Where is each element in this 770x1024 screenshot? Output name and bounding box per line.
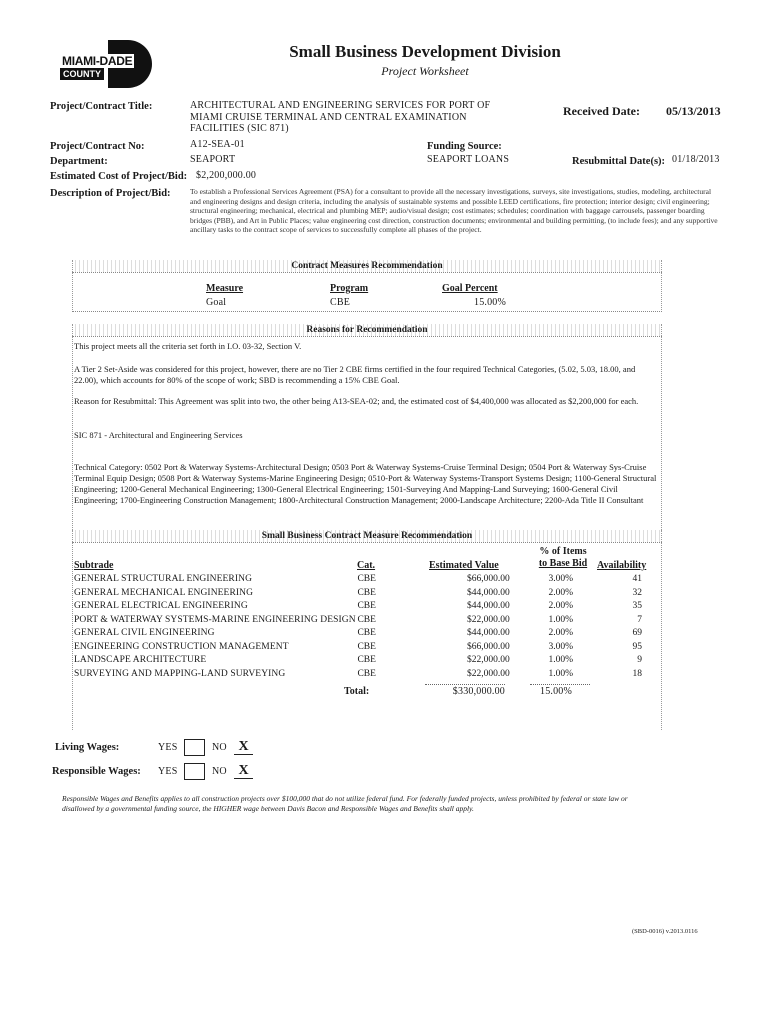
pct-header-line: % of Items bbox=[539, 546, 587, 557]
subtrade-table bbox=[74, 574, 660, 682]
subtrade-name-cell: GENERAL STRUCTURAL ENGINEERING bbox=[74, 574, 253, 584]
living-wages-no-label: NO bbox=[212, 742, 227, 753]
project-title-value bbox=[190, 100, 490, 135]
total-label: Total: bbox=[344, 686, 370, 697]
reason-paragraph: A Tier 2 Set-Aside was considered for this project, however, there are no Tier 2 CBE firms certified in the four required Technical Categories, (5.02, 5.03, 18.00, and 22.00), which accounts for 80% of the scope of work; SBD is recommending a 15% CBE Goal. bbox=[74, 364, 636, 385]
estimated-value-cell: $66,000.00 bbox=[467, 574, 510, 584]
project-no-value: A12-SEA-01 bbox=[190, 139, 245, 150]
pct-cell: 1.00% bbox=[548, 655, 574, 665]
estimated-cost-label: Estimated Cost of Project/Bid: bbox=[50, 171, 188, 182]
pct-cell: 3.00% bbox=[548, 641, 574, 652]
estimated-value-cell: $44,000.00 bbox=[467, 628, 510, 638]
cat-cell: CBE bbox=[357, 628, 376, 638]
responsible-wages-no-checkbox[interactable]: X bbox=[234, 763, 253, 779]
received-date-label: Received Date: bbox=[563, 104, 640, 118]
cat-cell: CBE bbox=[357, 655, 376, 665]
value-col-header: Estimated Value bbox=[429, 560, 499, 571]
footer-note: Responsible Wages and Benefits applies to all construction projects over $100,000 that do not utilize federal fund. For federally funded projects, unless prohibited by federal or state law or disallowed by a governmental funding source, the HIGHER wage between Davis Bacon and Responsible Wages and Benefits shall apply. bbox=[62, 794, 628, 813]
form-id: (SBD-0016) v.2013.0116 bbox=[632, 928, 698, 935]
estimated-value-cell: $44,000.00 bbox=[467, 587, 510, 598]
living-wages-yes-label: YES bbox=[158, 742, 178, 753]
pct-cell: 2.00% bbox=[548, 587, 574, 598]
description-label: Description of Project/Bid: bbox=[50, 188, 171, 199]
measure-header: Measure bbox=[206, 283, 244, 294]
goal-percent-header: Goal Percent bbox=[442, 283, 498, 294]
reason-paragraph: SIC 871 - Architectural and Engineering Services bbox=[74, 430, 243, 440]
table-row bbox=[74, 669, 660, 683]
cat-cell: CBE bbox=[357, 641, 376, 652]
section-title: Contract Measures Recommendation bbox=[291, 261, 443, 271]
living-wages-label: Living Wages: bbox=[55, 742, 120, 753]
divider bbox=[661, 260, 662, 312]
divider bbox=[72, 324, 73, 536]
project-title-label: Project/Contract Title: bbox=[50, 101, 153, 112]
pct-cell: 1.00% bbox=[548, 614, 574, 625]
pct-header bbox=[530, 546, 596, 570]
program-header: Program bbox=[330, 283, 369, 294]
availability-cell: 18 bbox=[632, 668, 642, 679]
page-title: Small Business Development Division bbox=[289, 42, 561, 61]
estimated-cost-value: $2,200,000.00 bbox=[196, 170, 257, 181]
subtrade-col-header: Subtrade bbox=[74, 560, 114, 571]
responsible-wages-yes-label: YES bbox=[158, 766, 178, 777]
cat-cell: CBE bbox=[357, 574, 376, 584]
estimated-value-cell: $22,000.00 bbox=[467, 614, 510, 625]
goal-percent-value: 15.00% bbox=[474, 297, 507, 308]
subtrade-header-bar bbox=[72, 530, 662, 543]
project-no-label: Project/Contract No: bbox=[50, 141, 145, 152]
cat-cell: CBE bbox=[357, 587, 376, 598]
subtrade-name-cell: GENERAL MECHANICAL ENGINEERING bbox=[74, 587, 254, 598]
estimated-value-cell: $22,000.00 bbox=[467, 655, 510, 665]
funding-source-label: Funding Source: bbox=[427, 141, 502, 152]
logo-text: MIAMI-DADE bbox=[62, 54, 133, 68]
table-row bbox=[74, 574, 660, 588]
divider bbox=[661, 530, 662, 730]
table-row bbox=[74, 588, 660, 602]
resubmittal-value: 01/18/2013 bbox=[672, 154, 720, 165]
cat-cell: CBE bbox=[357, 668, 376, 679]
availability-cell: 41 bbox=[632, 574, 642, 584]
responsible-wages-no-label: NO bbox=[212, 766, 227, 777]
table-row bbox=[74, 601, 660, 615]
responsible-wages-label: Responsible Wages: bbox=[52, 766, 141, 777]
project-title-line: ARCHITECTURAL AND ENGINEERING SERVICES FOR PORT OF bbox=[190, 100, 491, 111]
table-row bbox=[74, 628, 660, 642]
pct-header-line: to Base Bid bbox=[538, 558, 588, 569]
divider bbox=[661, 324, 662, 536]
subtrade-name-cell: ENGINEERING CONSTRUCTION MANAGEMENT bbox=[74, 641, 289, 652]
divider bbox=[72, 311, 662, 312]
department-label: Department: bbox=[50, 156, 108, 167]
availability-cell: 7 bbox=[637, 614, 642, 625]
pct-cell: 2.00% bbox=[548, 601, 574, 611]
section-title: Reasons for Recommendation bbox=[306, 325, 428, 335]
total-value: $330,000.00 bbox=[452, 686, 505, 697]
section-title: Small Business Contract Measure Recommendation bbox=[261, 531, 473, 541]
living-wages-yes-checkbox[interactable] bbox=[184, 739, 205, 756]
cat-col-header: Cat. bbox=[357, 560, 376, 571]
subtrade-name-cell: LANDSCAPE ARCHITECTURE bbox=[74, 655, 207, 665]
availability-cell: 95 bbox=[632, 641, 642, 652]
description-text: To establish a Professional Services Agreement (PSA) for a consultant to provide all the necessary investigations, surveys, site investigations, studies, modeling, architectural and engineering designs and design criteria, including the analysis of sustainable systems and possible LEED certifications, fire protection; interior design; civil engineering; structural engineering; mechanical, electrical and plumbing MEP; audio/visual design; cost estimates; schedules; coordination with baggage carrousels, passenger boarding bridges (PBB), and Art in Public Places; value engineering cost direction, construction documents; environmental and building permitting, (to include fees); and any supportive ancillary tasks to the contract scope of services to successfully complete all phases of the project. bbox=[190, 187, 718, 234]
availability-cell: 35 bbox=[632, 601, 642, 611]
cat-cell: CBE bbox=[357, 601, 376, 611]
department-value: SEAPORT bbox=[190, 154, 236, 165]
divider bbox=[530, 684, 590, 685]
cat-cell: CBE bbox=[357, 614, 376, 625]
availability-cell: 9 bbox=[637, 655, 642, 665]
subtrade-name-cell: PORT & WATERWAY SYSTEMS-MARINE ENGINEERING DESIGN bbox=[74, 614, 356, 625]
funding-source-value: SEAPORT LOANS bbox=[427, 154, 510, 165]
measure-value: Goal bbox=[206, 297, 227, 308]
subtrade-name-cell: GENERAL ELECTRICAL ENGINEERING bbox=[74, 601, 248, 611]
divider bbox=[72, 260, 73, 312]
logo-subtext: COUNTY bbox=[60, 68, 104, 80]
pct-cell: 3.00% bbox=[548, 574, 574, 584]
availability-cell: 69 bbox=[632, 628, 642, 638]
total-pct: 15.00% bbox=[540, 686, 573, 697]
resubmittal-label: Resubmittal Date(s): bbox=[572, 156, 666, 167]
subtrade-name-cell: SURVEYING AND MAPPING-LAND SURVEYING bbox=[74, 668, 286, 679]
availability-cell: 32 bbox=[632, 587, 642, 598]
divider bbox=[72, 530, 73, 730]
project-title-line: MIAMI CRUISE TERMINAL AND CENTRAL EXAMINATION bbox=[190, 111, 467, 123]
pct-cell: 1.00% bbox=[548, 668, 574, 679]
subtrade-name-cell: GENERAL CIVIL ENGINEERING bbox=[74, 628, 215, 638]
estimated-value-cell: $22,000.00 bbox=[467, 668, 510, 679]
contract-measures-header bbox=[72, 260, 662, 273]
project-title-line: FACILITIES (SIC 871) bbox=[190, 123, 289, 134]
pct-cell: 2.00% bbox=[548, 628, 574, 638]
program-value: CBE bbox=[330, 297, 351, 308]
living-wages-no-checkbox[interactable]: X bbox=[234, 739, 253, 755]
received-date-value: 05/13/2013 bbox=[666, 104, 721, 118]
reason-paragraph: Reason for Resubmittal: This Agreement was split into two, the other being A13-SEA-02; and, the estimated cost of $4,400,000 was allocated as $2,200,000 for each. bbox=[74, 396, 639, 406]
reasons-header bbox=[72, 324, 662, 337]
estimated-value-cell: $66,000.00 bbox=[467, 641, 510, 652]
divider bbox=[425, 684, 505, 685]
page-subtitle: Project Worksheet bbox=[381, 64, 469, 78]
technical-category-text: Technical Category: 0502 Port & Waterway Systems-Architectural Design; 0503 Port & Waterway Systems-Cruise Terminal Design; 0504 Port & Waterway Sys-Cruise Terminal Equip Design; 0508 Port & Waterway Systems-Marine Engineering Design; 0510-Port & Waterway Systems-Transport Systems Design; 1100-General Structural Engineering; 1200-General Mechanical Engineering; 1300-General Electrical Engineering; 1501-Surveying And Mapping-Land Surveying; 1600-General Civil Engineering; 1700-Engineering Construction Management; 1800-Architectural Construction Management; 2000-Landscape Architecture; 2200-Ada Title II Consultant bbox=[74, 462, 657, 505]
availability-col-header: Availability bbox=[597, 560, 647, 571]
table-row bbox=[74, 642, 660, 656]
table-row bbox=[74, 655, 660, 669]
responsible-wages-yes-checkbox[interactable] bbox=[184, 763, 205, 780]
reason-paragraph: This project meets all the criteria set forth in I.O. 03-32, Section V. bbox=[74, 341, 302, 351]
estimated-value-cell: $44,000.00 bbox=[467, 601, 510, 611]
table-row bbox=[74, 615, 660, 629]
